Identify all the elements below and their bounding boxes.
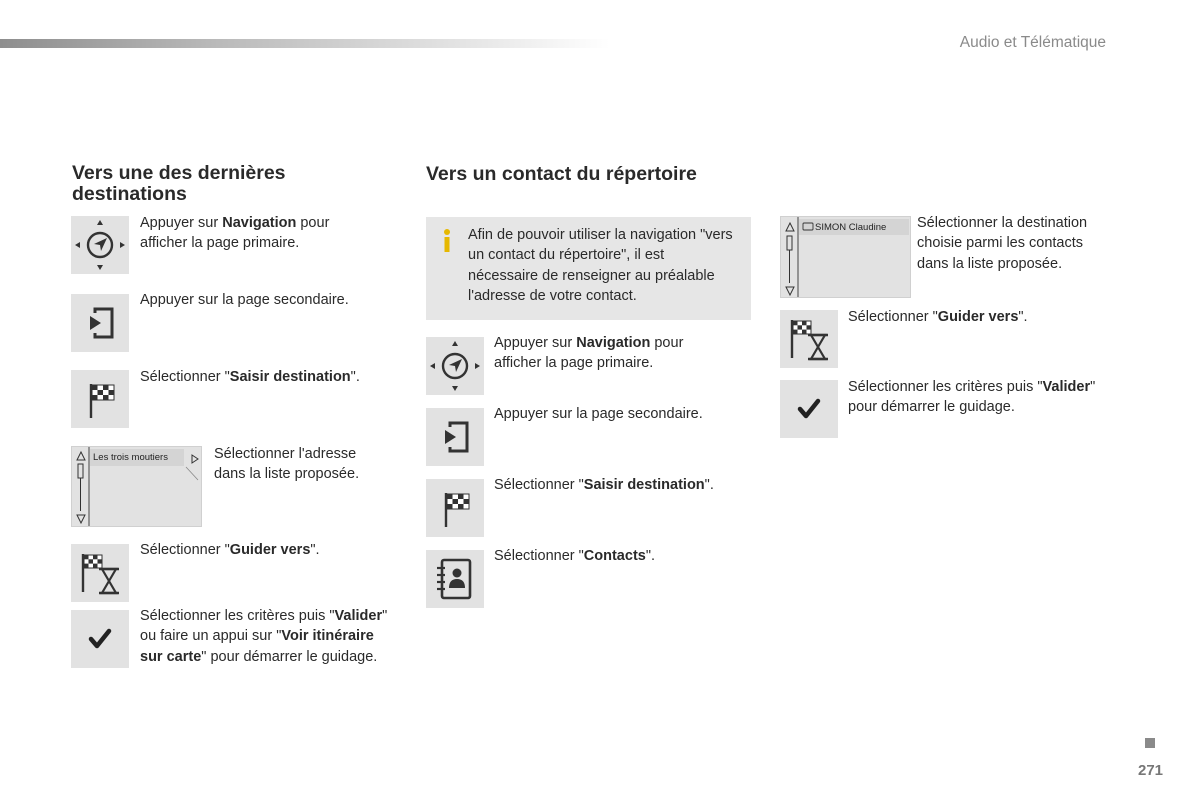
address-list-screen bbox=[71, 446, 202, 527]
contacts-list-screen bbox=[780, 216, 911, 298]
col1-step4-text: Sélectionner l'adresse dans la liste proposée. bbox=[214, 446, 360, 483]
info-box bbox=[426, 217, 751, 320]
contacts-list-item: SIMON Claudine bbox=[815, 222, 887, 233]
flag-hourglass-icon bbox=[780, 310, 838, 368]
flag-hourglass-icon bbox=[71, 544, 129, 602]
checkmark-icon bbox=[780, 380, 838, 438]
col1-step5-text: Sélectionner "Guider vers". bbox=[140, 542, 320, 558]
col3-step3-text: Sélectionner les critères puis "Valider" pour démarrer le guidage. bbox=[848, 379, 1096, 416]
col1-step6-text: Sélectionner les critères puis "Valider" ou faire un appui sur "Voir itinéraire sur carte" pour démarrer le guidage. bbox=[140, 608, 388, 665]
col1-step2-text: Appuyer sur la page secondaire. bbox=[140, 292, 349, 308]
col1-title: Vers une des dernières destinations bbox=[72, 162, 286, 205]
col2-step3-text: Sélectionner "Saisir destination". bbox=[494, 477, 714, 493]
col3-step1-text: Sélectionner la destination choisie parmi les contacts dans la liste proposée. bbox=[917, 215, 1088, 272]
col2-step4-text: Sélectionner "Contacts". bbox=[494, 548, 656, 564]
col2-step1-text: Appuyer sur Navigation pour afficher la page primaire. bbox=[494, 335, 684, 372]
page-marker bbox=[1145, 738, 1155, 748]
navigation-icon bbox=[71, 216, 129, 274]
info-text: Afin de pouvoir utiliser la navigation "vers un contact du répertoire", il est nécessaire de renseigner au préalable l'adresse de votre contact. bbox=[468, 227, 733, 304]
address-list-item: Les trois moutiers bbox=[93, 452, 168, 463]
col1-step1-text: Appuyer sur Navigation pour afficher la page primaire. bbox=[140, 215, 330, 252]
checkmark-icon bbox=[71, 610, 129, 668]
secondary-page-icon bbox=[71, 294, 129, 352]
navigation-icon bbox=[426, 337, 484, 395]
section-title: Audio et Télématique bbox=[959, 34, 1106, 51]
col1-step3-text: Sélectionner "Saisir destination". bbox=[140, 369, 360, 385]
col3-step2-text: Sélectionner "Guider vers". bbox=[848, 309, 1028, 325]
checkered-flag-icon bbox=[71, 370, 129, 428]
contacts-book-icon bbox=[426, 550, 484, 608]
info-icon bbox=[440, 228, 454, 259]
checkered-flag-icon bbox=[426, 479, 484, 537]
page-number: 271 bbox=[1138, 762, 1164, 779]
header-gradient-bar bbox=[0, 39, 610, 48]
col2-step2-text: Appuyer sur la page secondaire. bbox=[494, 406, 703, 422]
secondary-page-icon bbox=[426, 408, 484, 466]
col2-title: Vers un contact du répertoire bbox=[426, 163, 697, 185]
